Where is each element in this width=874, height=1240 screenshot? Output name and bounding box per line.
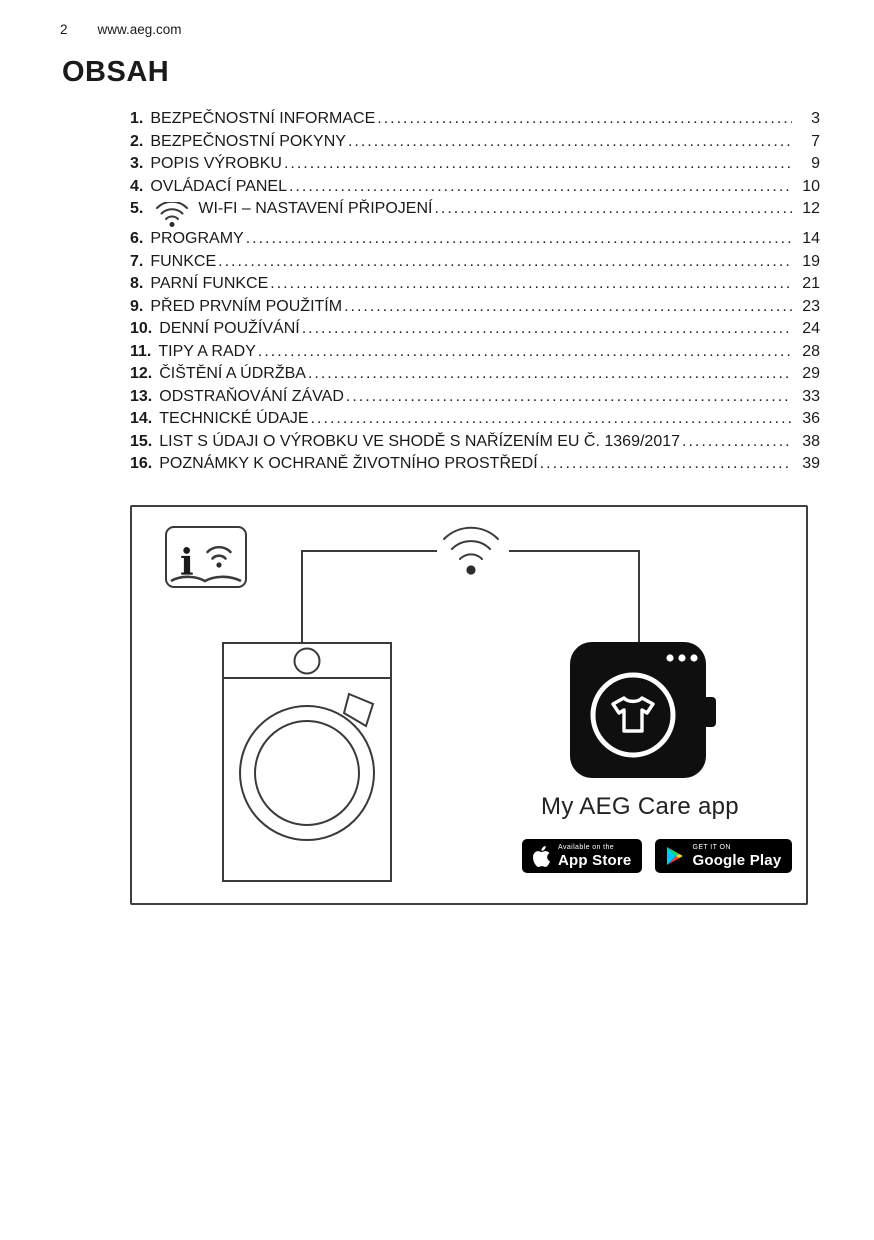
google-play-badge-label: Google Play: [692, 852, 782, 870]
washing-machine-illustration: [222, 642, 392, 882]
toc-item-page: 9: [811, 155, 820, 172]
toc-item-number: 9.: [130, 297, 144, 315]
store-badges: [522, 839, 792, 873]
toc-item-page: 36: [802, 410, 820, 427]
toc-item[interactable]: [130, 275, 820, 298]
toc-item-number: 15.: [130, 432, 153, 450]
wifi-icon: [439, 523, 503, 577]
app-store-badge: [522, 839, 642, 873]
page-title: OBSAH: [62, 56, 170, 88]
toc-item-page: 39: [802, 455, 820, 472]
book-info-letter: i: [180, 542, 194, 584]
toc-item-number: 3.: [130, 155, 144, 172]
toc-item-number: 14.: [130, 410, 153, 427]
google-play-badge: [655, 839, 792, 873]
toc-item-page: 7: [811, 132, 820, 150]
toc-item-label: WI-FI – NASTAVENÍ PŘIPOJENÍ: [198, 200, 433, 217]
toc-item-label: TIPY A RADY: [158, 342, 256, 360]
google-play-triangle-icon: [666, 846, 684, 866]
toc-item-label: LIST S ÚDAJI O VÝROBKU VE SHODĚ S NAŘÍZENÍM EU Č. 1369/2017: [159, 432, 681, 450]
toc-item[interactable]: [130, 365, 820, 388]
toc-leader-dots: [246, 230, 792, 248]
toc-item-label: DENNÍ POUŽÍVÁNÍ: [159, 320, 300, 337]
table-of-contents: [130, 110, 820, 478]
toc-item[interactable]: [130, 230, 820, 253]
toc-item-number: 8.: [130, 275, 144, 292]
toc-leader-dots: [377, 110, 792, 128]
toc-item-label: BEZPEČNOSTNÍ INFORMACE: [150, 110, 376, 127]
toc-item-number: 5.: [130, 200, 144, 217]
toc-item-page: 10: [802, 177, 820, 195]
toc-item[interactable]: [130, 200, 820, 230]
toc-item-label: PROGRAMY: [150, 230, 244, 247]
toc-leader-dots: [308, 365, 792, 383]
toc-item[interactable]: [130, 298, 820, 321]
toc-item[interactable]: [130, 178, 820, 201]
toc-leader-dots: [289, 178, 792, 196]
toc-leader-dots: [218, 253, 792, 271]
toc-leader-dots: [348, 133, 792, 151]
wifi-icon: [155, 202, 189, 228]
toc-leader-dots: [258, 343, 792, 361]
toc-item-page: 24: [802, 320, 820, 337]
app-name: My AEG Care app: [541, 793, 739, 820]
apple-logo-icon: [533, 846, 550, 867]
toc-item-label: BEZPEČNOSTNÍ POKYNY: [150, 132, 346, 150]
toc-item-number: 11.: [130, 342, 152, 360]
toc-item-number: 10.: [130, 320, 153, 337]
toc-item-page: 23: [802, 297, 820, 315]
toc-item-label: PARNÍ FUNKCE: [150, 275, 269, 292]
toc-item-number: 1.: [130, 110, 144, 127]
toc-item-page: 38: [802, 432, 820, 450]
toc-item[interactable]: [130, 433, 820, 456]
toc-item-page: 33: [802, 387, 820, 405]
google-play-badge-tagline: GET IT ON: [692, 843, 731, 851]
toc-item-number: 6.: [130, 230, 144, 247]
toc-item[interactable]: [130, 253, 820, 276]
toc-item-page: 29: [802, 365, 820, 382]
website-text: www.aeg.com: [97, 22, 182, 37]
toc-leader-dots: [344, 298, 792, 316]
toc-item[interactable]: [130, 133, 820, 156]
toc-item-page: 14: [802, 230, 820, 247]
toc-item[interactable]: [130, 320, 820, 343]
toc-item-number: 2.: [130, 132, 144, 150]
app-store-badge-label: App Store: [558, 852, 632, 870]
toc-leader-dots: [682, 433, 792, 451]
toc-item-label: POZNÁMKY K OCHRANĚ ŽIVOTNÍHO PROSTŘEDÍ: [159, 455, 538, 472]
toc-item-page: 19: [802, 252, 820, 270]
toc-item-page: 28: [802, 342, 820, 360]
toc-item-number: 4.: [130, 177, 144, 195]
toc-item-page: 21: [802, 275, 820, 292]
app-connectivity-figure: [130, 505, 808, 905]
app-store-badge-tagline: Available on the: [558, 843, 615, 851]
toc-leader-dots: [270, 275, 792, 293]
toc-item-label: TECHNICKÉ ÚDAJE: [159, 410, 309, 427]
toc-item-number: 16.: [130, 455, 153, 472]
toc-leader-dots: [284, 155, 792, 173]
toc-item-number: 7.: [130, 252, 144, 270]
toc-item[interactable]: [130, 410, 820, 433]
toc-item-number: 13.: [130, 387, 153, 405]
toc-leader-dots: [311, 410, 792, 428]
toc-item[interactable]: [130, 388, 820, 411]
toc-item-label: FUNKCE: [150, 252, 217, 270]
toc-item-label: ODSTRAŇOVÁNÍ ZÁVAD: [159, 387, 344, 405]
toc-item-number: 12.: [130, 365, 153, 382]
manual-info-wifi-icon: [164, 525, 248, 597]
toc-item-label: POPIS VÝROBKU: [150, 155, 282, 172]
toc-leader-dots: [540, 455, 792, 473]
toc-leader-dots: [346, 388, 792, 406]
toc-leader-dots: [434, 200, 792, 218]
aeg-care-app-icon: [570, 642, 720, 778]
toc-item[interactable]: [130, 155, 820, 178]
toc-item[interactable]: [130, 343, 820, 366]
toc-item-label: PŘED PRVNÍM POUŽITÍM: [150, 297, 343, 315]
toc-item-page: 3: [811, 110, 820, 127]
toc-item[interactable]: [130, 455, 820, 478]
toc-item[interactable]: [130, 110, 820, 133]
toc-item-label: OVLÁDACÍ PANEL: [150, 177, 287, 195]
page-number: 2: [60, 22, 68, 37]
toc-item-page: 12: [802, 200, 820, 217]
page-header: [60, 22, 182, 37]
toc-item-label: ČIŠTĚNÍ A ÚDRŽBA: [159, 365, 306, 382]
toc-leader-dots: [302, 320, 792, 338]
